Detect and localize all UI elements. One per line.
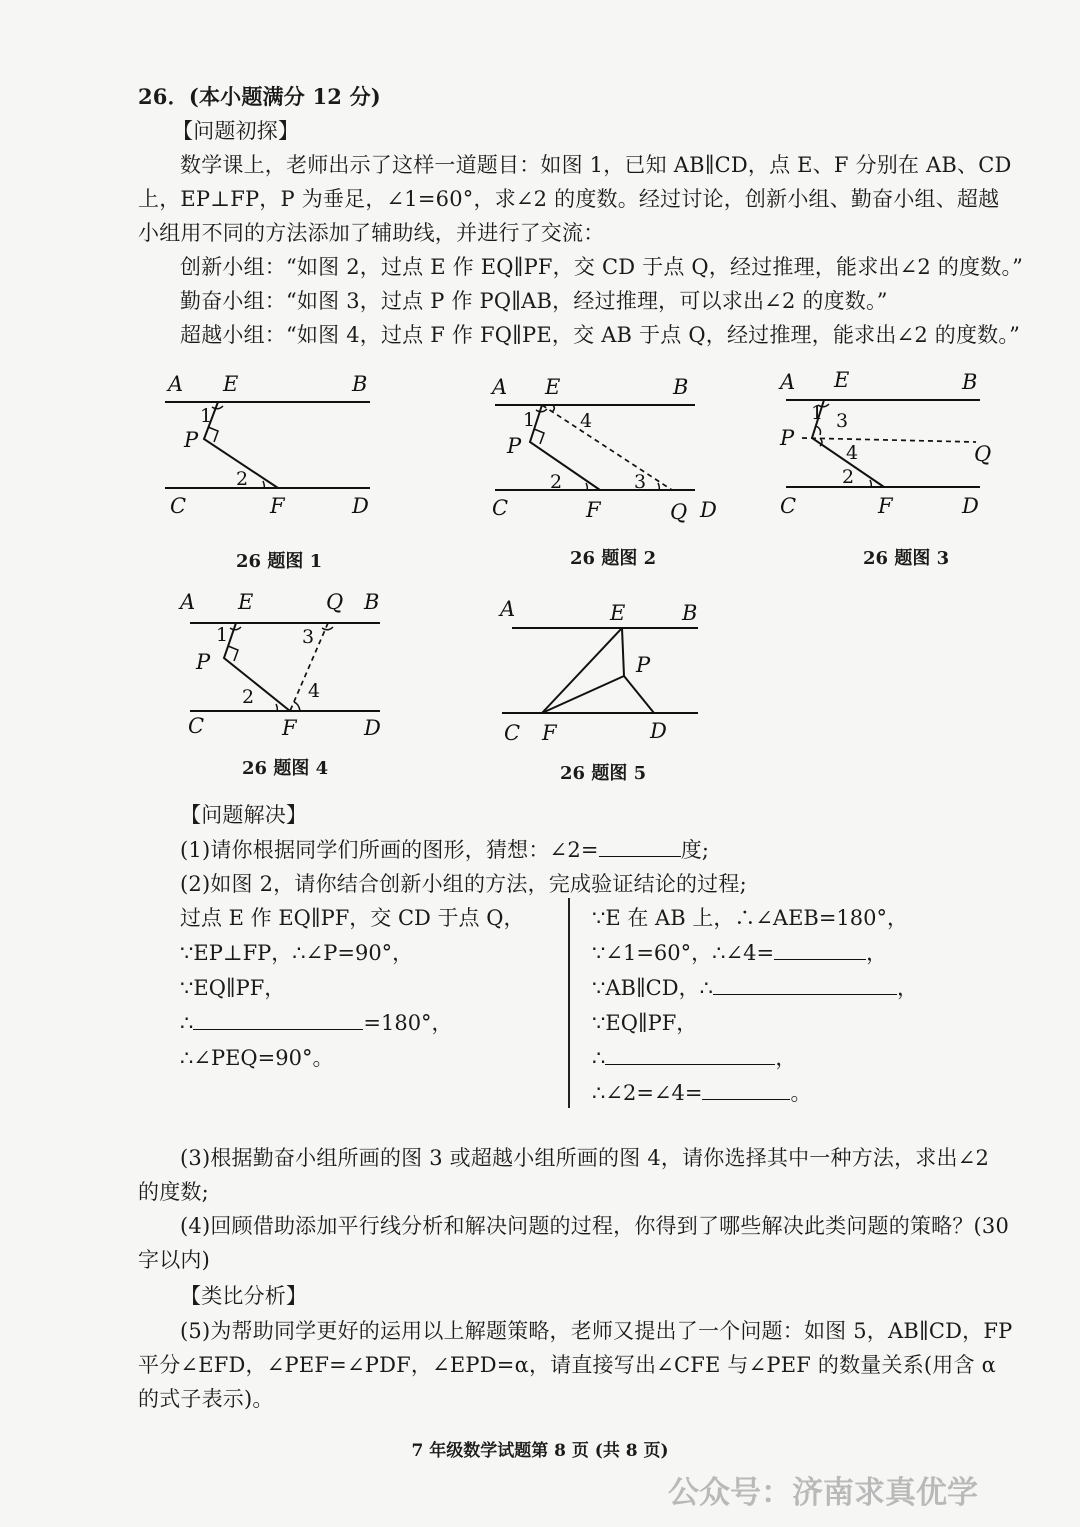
question-4-line-2: 字以内) bbox=[138, 1248, 210, 1272]
label-angle-4: 4 bbox=[846, 442, 859, 464]
label-angle-2: 2 bbox=[242, 686, 255, 708]
label-F: F bbox=[878, 494, 893, 518]
proof-left-line-3: ∵EQ∥PF， bbox=[180, 976, 286, 1000]
proof-right-line-6 bbox=[592, 1076, 918, 1111]
question-5-line-1: (5)为帮助同学更好的运用以上解题策略，老师又提出了一个问题：如图 5，AB∥CD，FP bbox=[180, 1319, 1013, 1343]
label-Q: Q bbox=[326, 590, 344, 614]
proof-right-line-5 bbox=[592, 1041, 918, 1076]
label-F: F bbox=[282, 716, 297, 740]
r2-suffix: ， bbox=[866, 941, 888, 965]
intro-line-3: 小组用不同的方法添加了辅助线，并进行了交流： bbox=[138, 221, 605, 245]
caption-figure-5: 26 题图 5 bbox=[560, 763, 647, 784]
label-angle-2: 2 bbox=[550, 471, 563, 493]
proof-left-column bbox=[180, 901, 524, 1076]
label-B: B bbox=[364, 590, 380, 614]
label-E: E bbox=[545, 375, 561, 399]
q1-suffix: 度; bbox=[680, 838, 710, 862]
question-5-line-2: 平分∠EFD，∠PEF=∠PDF，∠EPD=α，请直接写出∠CFE 与∠PEF 的数量关系(用含 α bbox=[138, 1353, 996, 1377]
question-5-line-3: 的式子表示)。 bbox=[138, 1387, 274, 1411]
proof-right-line-1: ∵E 在 AB 上，∴∠AEB=180°， bbox=[592, 906, 909, 930]
label-Q: Q bbox=[974, 442, 992, 466]
group-line-chuangxin: 创新小组：“如图 2，过点 E 作 EQ∥PF，交 CD 于点 Q，经过推理，能求出∠2 的度数。” bbox=[180, 255, 1024, 279]
label-angle-4: 4 bbox=[308, 680, 321, 702]
proof-left-line-4 bbox=[180, 1006, 524, 1041]
label-B: B bbox=[962, 370, 978, 394]
watermark: 公众号：济南求真优学 bbox=[668, 1475, 978, 1511]
label-P: P bbox=[184, 428, 199, 452]
label-angle-1: 1 bbox=[523, 409, 536, 431]
label-F: F bbox=[542, 721, 557, 745]
label-A: A bbox=[500, 597, 516, 621]
label-E: E bbox=[238, 590, 254, 614]
label-F: F bbox=[270, 494, 285, 518]
caption-figure-1: 26 题图 1 bbox=[236, 551, 323, 572]
label-B: B bbox=[682, 601, 698, 625]
label-B: B bbox=[352, 372, 368, 396]
l4-prefix: ∴ bbox=[180, 1011, 194, 1035]
section-solve-header: 【问题解决】 bbox=[180, 803, 308, 827]
label-D: D bbox=[364, 716, 381, 740]
r3-suffix: ， bbox=[896, 976, 918, 1000]
r6-prefix: ∴∠2=∠4= bbox=[592, 1081, 703, 1105]
r5-suffix: ， bbox=[775, 1046, 797, 1070]
proof-column-divider bbox=[568, 898, 570, 1108]
label-C: C bbox=[188, 714, 205, 738]
r5-prefix: ∴ bbox=[592, 1046, 606, 1070]
proof-left-line-1: 过点 E 作 EQ∥PF，交 CD 于点 Q， bbox=[180, 906, 525, 930]
figure-5 bbox=[494, 592, 714, 752]
r2-prefix: ∵∠1=60°，∴∠4= bbox=[592, 941, 775, 965]
q1-prefix: (1)请你根据同学们所画的图形，猜想：∠2= bbox=[180, 838, 599, 862]
question-4-line-1: (4)回顾借助添加平行线分析和解决问题的过程，你得到了哪些解决此类问题的策略？(30 bbox=[180, 1214, 1010, 1238]
label-E: E bbox=[223, 372, 239, 396]
label-D: D bbox=[962, 494, 979, 518]
section-explore-header: 【问题初探】 bbox=[172, 119, 300, 143]
label-P: P bbox=[636, 653, 651, 677]
label-A: A bbox=[168, 372, 184, 396]
question-1 bbox=[180, 835, 709, 865]
label-angle-2: 2 bbox=[236, 468, 249, 490]
label-C: C bbox=[492, 496, 509, 520]
label-P: P bbox=[507, 434, 522, 458]
label-A: A bbox=[492, 375, 508, 399]
label-E: E bbox=[834, 368, 850, 392]
right-blank-angle2[interactable] bbox=[702, 1079, 790, 1100]
r3-prefix: ∵AB∥CD，∴ bbox=[592, 976, 713, 1000]
label-D: D bbox=[352, 494, 369, 518]
label-C: C bbox=[780, 494, 797, 518]
q1-answer-blank[interactable] bbox=[599, 836, 681, 857]
label-P: P bbox=[780, 426, 795, 450]
figure-1 bbox=[160, 365, 380, 525]
question-2: (2)如图 2，请你结合创新小组的方法，完成验证结论的过程; bbox=[180, 872, 747, 896]
label-B: B bbox=[673, 375, 689, 399]
label-A: A bbox=[180, 590, 196, 614]
page-footer: 7 年级数学试题第 8 页 (共 8 页) bbox=[411, 1441, 669, 1461]
label-angle-3: 3 bbox=[634, 471, 647, 493]
label-C: C bbox=[504, 721, 521, 745]
caption-figure-4: 26 题图 4 bbox=[242, 758, 329, 779]
label-angle-1: 1 bbox=[216, 624, 229, 646]
figure-2 bbox=[490, 365, 720, 525]
figure-3 bbox=[776, 365, 1006, 525]
label-angle-1: 1 bbox=[200, 405, 213, 427]
problem-title: 26．(本小题满分 12 分) bbox=[138, 84, 381, 109]
right-blank-angle4[interactable] bbox=[774, 939, 866, 960]
label-E: E bbox=[610, 601, 626, 625]
right-blank-conclusion[interactable] bbox=[605, 1044, 775, 1065]
label-C: C bbox=[170, 494, 187, 518]
proof-right-line-3 bbox=[592, 971, 918, 1006]
label-D: D bbox=[700, 498, 717, 522]
label-angle-4: 4 bbox=[580, 410, 593, 432]
label-P: P bbox=[196, 650, 211, 674]
proof-right-column bbox=[592, 901, 918, 1111]
proof-right-line-2 bbox=[592, 936, 918, 971]
label-angle-3: 3 bbox=[836, 410, 849, 432]
label-Q: Q bbox=[670, 500, 688, 524]
section-analogy-header: 【类比分析】 bbox=[180, 1284, 308, 1308]
intro-line-2: 上，EP⊥FP，P 为垂足，∠1=60°，求∠2 的度数。经过讨论，创新小组、勤奋小组、超越 bbox=[138, 187, 1000, 211]
question-3-line-1: (3)根据勤奋小组所画的图 3 或超越小组所画的图 4，请你选择其中一种方法，求出∠2 bbox=[180, 1146, 990, 1170]
proof-left-line-5: ∴∠PEQ=90°。 bbox=[180, 1046, 334, 1070]
l4-suffix: =180°， bbox=[363, 1011, 453, 1035]
label-angle-2: 2 bbox=[842, 466, 855, 488]
caption-figure-3: 26 题图 3 bbox=[863, 548, 950, 569]
intro-line-1: 数学课上，老师出示了这样一道题目：如图 1，已知 AB∥CD，点 E、F 分别在 AB、CD bbox=[180, 153, 1012, 177]
figure-4 bbox=[178, 585, 398, 745]
proof-left-line-2: ∵EP⊥FP，∴∠P=90°， bbox=[180, 941, 414, 965]
caption-figure-2: 26 题图 2 bbox=[570, 548, 657, 569]
label-angle-1: 1 bbox=[811, 402, 824, 424]
label-F: F bbox=[586, 498, 601, 522]
group-line-qinfen: 勤奋小组：“如图 3，过点 P 作 PQ∥AB，经过推理，可以求出∠2 的度数。” bbox=[180, 289, 888, 313]
group-line-chaoyue: 超越小组：“如图 4，过点 F 作 FQ∥PE，交 AB 于点 Q，经过推理，能求出∠2 的度数。” bbox=[180, 323, 1021, 347]
label-D: D bbox=[650, 719, 667, 743]
label-A: A bbox=[780, 370, 796, 394]
question-3-line-2: 的度数; bbox=[138, 1180, 209, 1204]
proof-right-line-4: ∵EQ∥PF， bbox=[592, 1011, 698, 1035]
right-blank-parallel[interactable] bbox=[713, 974, 897, 995]
left-blank-sum[interactable] bbox=[193, 1009, 363, 1030]
label-angle-3: 3 bbox=[302, 626, 315, 648]
r6-suffix: 。 bbox=[790, 1081, 812, 1105]
